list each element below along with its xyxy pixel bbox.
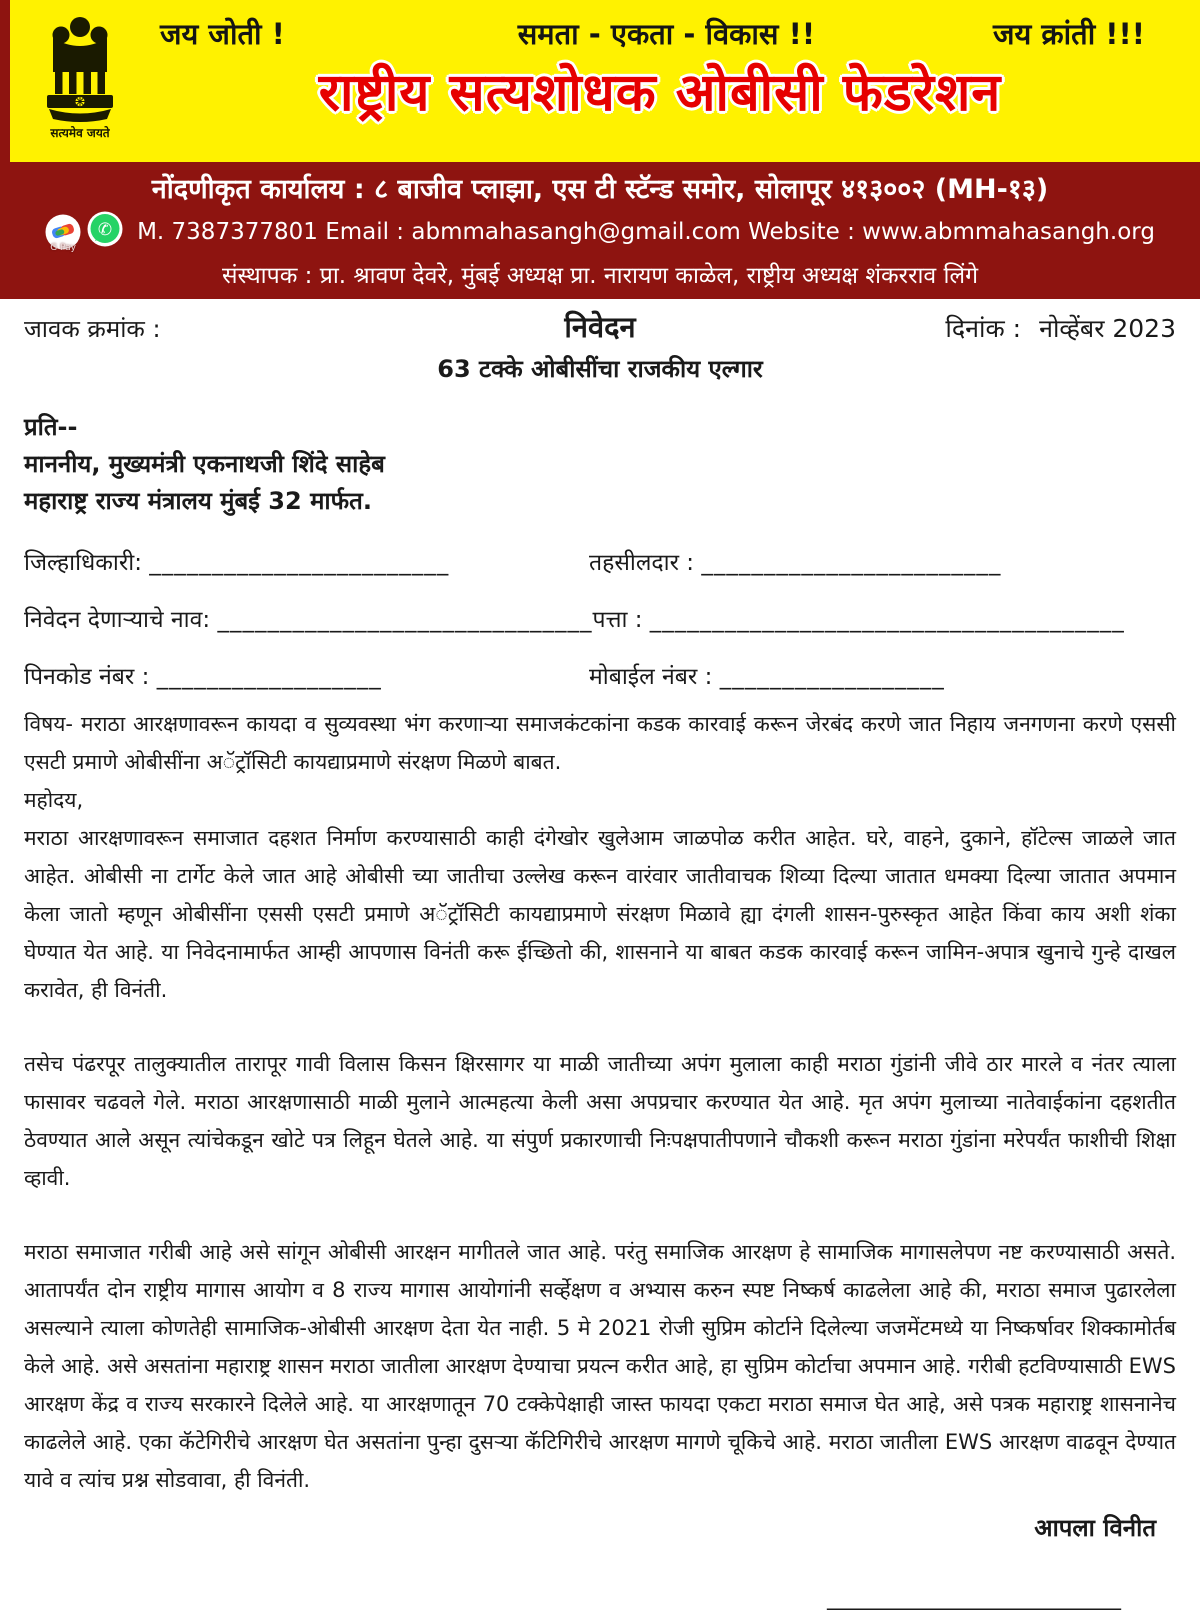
address-label: पत्ता : [592,607,643,633]
date-label: दिनांक : [945,314,1022,343]
outward-number-label: जावक क्रमांक : [24,315,161,343]
mobile-blank: __________________ [719,664,945,690]
body-paragraph-2: तसेच पंढरपूर तालुक्यातील तारापूर गावी विलास किसन क्षिरसागर या माळी जातीच्या अपंग मुलाला काही मराठा गुंडांनी जीवे ठार मारले व नंतर त्याला फासावर चढवले गेले. मराठा आरक्षणासाठी माळी मुलाने आत्महत्या केली असा अपप्रचार करण्यात येत आहे. मृत अपंग मुलाच्या नातेवाईकांना दहशतीत ठेवण्यात आले असून त्यांचेकडून खोटे पत्र लिहून घेतले आहे. या संपुर्ण प्रकारणाची निःपक्षपातीपणाने चौकशी करून मराठा गुंडांना मरेपर्यंत फाशीची शिक्षा व्हावी. [24,1052,1176,1190]
document-title: निवेदन [564,310,636,344]
emblem-caption: सत्यमेव जयते [50,126,110,140]
addressee-line-1: माननीय, मुख्यमंत्री एकनाथजी शिंदे साहेब [24,450,385,478]
closing-text: आपला विनीत [1034,1514,1156,1542]
contact-text: M. 7387377801 Email : abmmahasangh@gmail.com Website : www.abmmahasangh.org [137,219,1155,245]
applicant-name-blank: ______________________________ [217,607,593,633]
subject-paragraph: विषय- मराठा आरक्षणावरून कायदा व सुव्यवस्था भंग करणाऱ्या समाजकंटकांना कडक कारवाई करून जेरबंद करणे जात निहाय जनगणना करणे एससी एसटी प्रमाणे ओबीसींना अॅट्रॉसिटी कायद्याप्रमाणे संरक्षण मिळणे बाबत. [24,712,1176,774]
body-paragraph-1: मराठा आरक्षणावरून समाजात दहशत निर्माण करण्यासाठी काही दंगेखोर खुलेआम जाळपोळ करीत आहेत. घरे, वाहने, दुकाने, हॉटेल्स जाळले जात आहेत. ओबीसी ना टार्गेट केले जात आहे ओबीसी च्या जातीचा उल्लेख करून वारंवार जातीवाचक शिव्या दिल्या जातात धमक्या दिल्या जातात अपमान केला जातो म्हणून ओबीसींना एससी एसटी प्रमाणे अॅट्रॉसिटी कायद्याप्रमाणे संरक्षण मिळावे ह्या दंगली शासन-पुरुस्कृत आहेत किंवा काय अशी शंका घेण्यात येत आहे. या निवेदनामार्फत आम्ही आपणास विनंती करू ईच्छितो की, शासनाने या बाबत कडक कारवाई करून जामिन-अपात्र खुनाचे गुन्हे दाखल करावेत, ही विनंती. [24,826,1176,1002]
mobile-field [589,659,1176,691]
applicant-name-field [24,602,593,634]
founders-line: संस्थापक : प्रा. श्रावण देवरे, मुंबई अध्यक्ष प्रा. नारायण काळेल, राष्ट्रीय अध्यक्ष शंकरराव लिंगे [221,263,979,289]
applicant-name-label: निवेदन देणाऱ्याचे नाव: [24,607,211,633]
letter-body [0,299,1200,1610]
slogan-left: जय जोती ! [160,17,285,51]
address-field [593,602,1177,634]
date-block [792,311,1176,345]
form-row-officials [24,545,1176,577]
meta-row [24,307,1176,346]
national-emblem [30,12,130,141]
collector-blank: ________________________ [149,550,450,576]
form-row-contact [24,659,1176,691]
ashoka-emblem-icon [34,12,126,122]
addressee-line-2: महाराष्ट्र राज्य मंत्रालय मुंबई 32 मार्फत. [24,487,372,515]
registered-office-line: नोंदणीकृत कार्यालय : ८ बाजीव प्लाझा, एस टी स्टॅन्ड समोर, सोलापूर ४१३००२ (MH-१३) [151,174,1049,205]
org-title: राष्ट्रीय सत्यशोधक ओबीसी फेडरेशन [318,63,1002,123]
gpay-icon [45,214,81,253]
addressee-block [24,409,1176,520]
slogan-center: समता - एकता - विकास !! [517,17,816,51]
body-paragraph-3: मराठा समाजात गरीबी आहे असे सांगून ओबीसी आरक्षन मागीतले जात आहे. परंतु समाजिक आरक्षण हे सामाजिक मागासलेपण नष्ट करण्यासाठी असते. आतापर्यंत दोन राष्ट्रीय मागास आयोग व 8 राज्य मागास आयोगांनी सर्व्हेक्षण व अभ्यास करुन स्पष्ट निष्कर्ष काढलेला आहे की, मराठा समाज पुढारलेला असल्याने त्याला कोणतेही सामाजिक-ओबीसी आरक्षण देता येत नाही. 5 मे 2021 रोजी सुप्रिम कोर्टाने दिलेल्या जजमेंटमध्ये या निष्कर्षावर शिक्कामोर्तब केले आहे. असे असतांना महाराष्ट्र शासन मराठा जातीला आरक्षण देण्याचा प्रयत्न करीत आहे, हा सुप्रिम कोर्टाचा अपमान आहे. गरीबी हटविण्यासाठी EWS आरक्षण केंद्र व राज्य सरकारने दिलेले आहे. या आरक्षणातून 70 टक्केपेक्षाही जास्त फायदा एकटा मराठा समाज घेत आहे, असे पत्रक महाराष्ट्र शासनानेच काढलेले आहे. एका कॅटेगिरीचे आरक्षण घेत असतांना पुन्हा दुसऱ्या कॅटिगिरीचे आरक्षण मागणे चूकिचे आहे. मराठा जातीला EWS आरक्षण वाढवून देण्यात यावे व त्यांच प्रश्न सोडवावा, ही विनंती. [24,1240,1176,1492]
tehsildar-blank: ________________________ [701,550,1002,576]
tehsildar-label: तहसीलदार : [589,550,695,576]
signature-line: ____________________________ [827,1586,1121,1610]
pincode-label: पिनकोड नंबर : [24,664,150,690]
collector-label: जिल्हाधिकारी: [24,550,142,576]
pincode-field [24,659,589,691]
salutation: महोदय, [24,788,84,812]
collector-field [24,545,589,577]
mobile-label: मोबाईल नंबर : [589,664,713,690]
to-label: प्रति-- [24,413,78,441]
gpay-label: G Pay [50,243,76,253]
slogan-right: जय क्रांती !!! [992,17,1145,51]
slogan-row [10,0,1200,53]
date-value: नोव्हेंबर 2023 [1039,314,1176,343]
contact-line [0,211,1200,253]
header-banner [0,0,1200,162]
address-band [0,162,1200,299]
form-row-applicant [24,602,1176,634]
campaign-subtitle: 63 टक्के ओबीसींचा राजकीय एल्गार [437,355,763,383]
payment-icons [45,211,123,253]
tehsildar-field [589,545,1176,577]
svg-text:✆: ✆ [97,220,113,240]
address-blank: ______________________________________ [649,607,1125,633]
whatsapp-icon [87,211,123,253]
pincode-blank: __________________ [156,664,382,690]
